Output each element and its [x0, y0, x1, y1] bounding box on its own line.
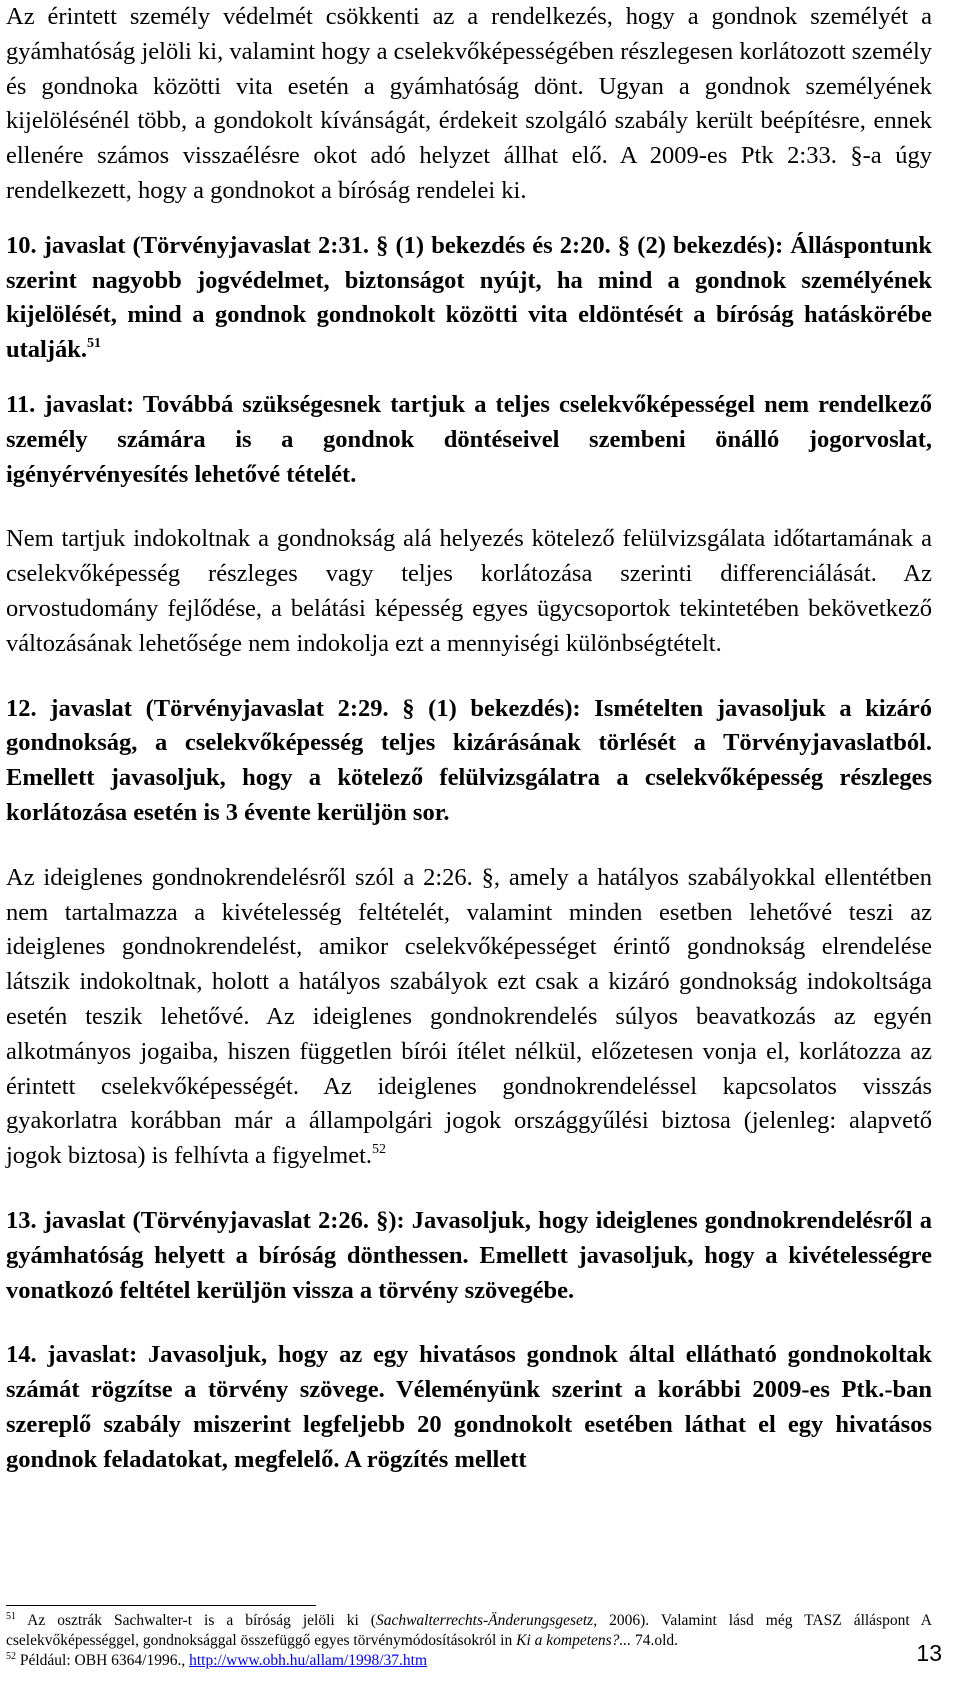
proposal-10-text: 10. javaslat (Törvényjavaslat 2:31. § (1) bekezdés és 2:20. § (2) bekezdés): Álláspontunk szerint nagyobb jogvédelmet, biztonságot nyújt, ha mind a gondnok személyének kijelölését, mind a gondnok gondnokolt közötti vita eldöntését a bíróság hatáskörébe utalják.: [6, 231, 932, 364]
paragraph-temporary-guardianship-text: Az ideiglenes gondnokrendelésről szól a 2:26. §, amely a hatályos szabályokkal ellentétben nem tartalmazza a kivételesség feltételét, valamint minden esetben lehetővé teszi az ideiglenes gondnokrendelést, amikor cselekvőképességet érintő gondnokság elrendelése látszik indokoltnak, holott a hatályos szabályok ezt csak a kizáró gondnokság indokoltsága esetén teszik lehetővé. Az ideiglenes gondnokrendelés súlyos beavatkozás az egyén alkotmányos jogaiba, hiszen független bírói ítélet nélkül, előzetesen vonja el, korlátozza az érintett cselekvőképességét. Az ideiglenes gondnokrendeléssel kapcsolatos visszás gyakorlatra korábban már a állampolgári jogok országgyűlési biztosa (jelenleg: alapvető jogok biztosa) is felhívta a figyelmet.: [6, 863, 932, 1170]
footnote-52-link[interactable]: http://www.obh.hu/allam/1998/37.htm: [189, 1652, 428, 1669]
paragraph-1-text: Az érintett személy védelmét csökkenti az a rendelkezés, hogy a gondnok személyét a gyámhatóság jelöli ki, valamint hogy a cselekvőképességében részlegesen korlátozott személy és gondnoka közötti vita esetén a gyámhatóság dönt. Ugyan a gondnok személyének kijelölésénél több, a gondokolt kívánságát, érdekeit szolgáló szabály került beépítésre, ennek ellenére számos visszaélésre okot adó helyzet állhat elő. A 2009-es Ptk 2:33. §-a úgy rendelkezett, hogy a gondnokot a bíróság rendelei ki.: [6, 3, 932, 204]
footnote-separator: [6, 1605, 316, 1606]
paragraph-differentiation: [6, 522, 932, 661]
document-body: [6, 0, 932, 1477]
proposal-14: [6, 1338, 932, 1477]
footnote-51-text-e: 74.old.: [631, 1632, 678, 1649]
footnote-51-book-title: Ki a kompetens?...: [516, 1632, 632, 1649]
footnote-ref-51[interactable]: 51: [87, 336, 102, 352]
proposal-12: [6, 692, 932, 831]
footnotes: [6, 1611, 932, 1671]
paragraph-temporary-guardianship: [6, 861, 932, 1174]
footnote-51-law-title: Sachwalterrechts-Änderungsgesetz,: [375, 1612, 598, 1629]
proposal-13-text: 13. javaslat (Törvényjavaslat 2:26. §): Javasoljuk, hogy ideiglenes gondnokrendelésről a gyámhatóság helyett a bíróság dönthessen. Emellett javasoljuk, hogy a kivételességre vonatkozó feltétel kerüljön vissza a törvény szövegébe.: [6, 1206, 932, 1304]
footnote-51: [6, 1611, 932, 1651]
proposal-11: [6, 388, 932, 492]
footnote-51-text-c: 2006). Valamint lásd még TASZ álláspont A cselekvőképességgel, gondnoksággal összefüggő egyes törvénymódosításokról in: [6, 1612, 932, 1649]
footnote-52: [6, 1651, 932, 1671]
paragraph-differentiation-text: Nem tartjuk indokoltnak a gondnokság alá helyezés kötelező felülvizsgálata időtartamának a cselekvőképesség részleges vagy teljes korlátozása szerinti differenciálását. Az orvostudomány fejlődése, a belátási képesség egyes ügycsoportok tekintetében bekövetkező változásának lehetősége nem indokolja ezt a mennyiségi különbségtételt.: [6, 525, 932, 657]
proposal-14-text: 14. javaslat: Javasoljuk, hogy az egy hivatásos gondnok által ellátható gondnokoltak számát rögzítse a törvény szövege. Véleményünk szerint a korábbi 2009-es Ptk.-ban szereplő szabály miszerint legfeljebb 20 gondnokolt esetében láthat el egy hivatásos gondnok feladatokat, megfelelő. A rögzítés mellett: [6, 1341, 932, 1473]
proposal-12-text: 12. javaslat (Törvényjavaslat 2:29. § (1) bekezdés): Ismételten javasoljuk a kizáró gondnokság, a cselekvőképesség teljes kizárásának törlését a Törvényjavaslatból. Emellett javasoljuk, hogy a kötelező felülvizsgálatra a cselekvőképesség részleges korlátozása esetén is 3 évente kerüljön sor.: [6, 694, 932, 826]
proposal-13: [6, 1204, 932, 1308]
proposal-10: [6, 229, 932, 368]
page-number: 13: [916, 1640, 942, 1666]
footnote-52-text: Például: OBH 6364/1996.,: [16, 1652, 190, 1669]
footnote-ref-52[interactable]: 52: [372, 1142, 387, 1158]
footnote-52-number: 52: [6, 1651, 16, 1662]
paragraph-1: [6, 0, 932, 209]
footnote-51-text-a: Az osztrák Sachwalter-t is a bíróság jelöli ki (: [27, 1612, 376, 1629]
footnote-51-number: 51: [6, 1611, 16, 1622]
proposal-11-text: 11. javaslat: Továbbá szükségesnek tartjuk a teljes cselekvőképességel nem rendelkező személy számára is a gondnok döntéseivel szembeni önálló jogorvoslat, igényérvényesítés lehetővé tételét.: [6, 390, 932, 488]
